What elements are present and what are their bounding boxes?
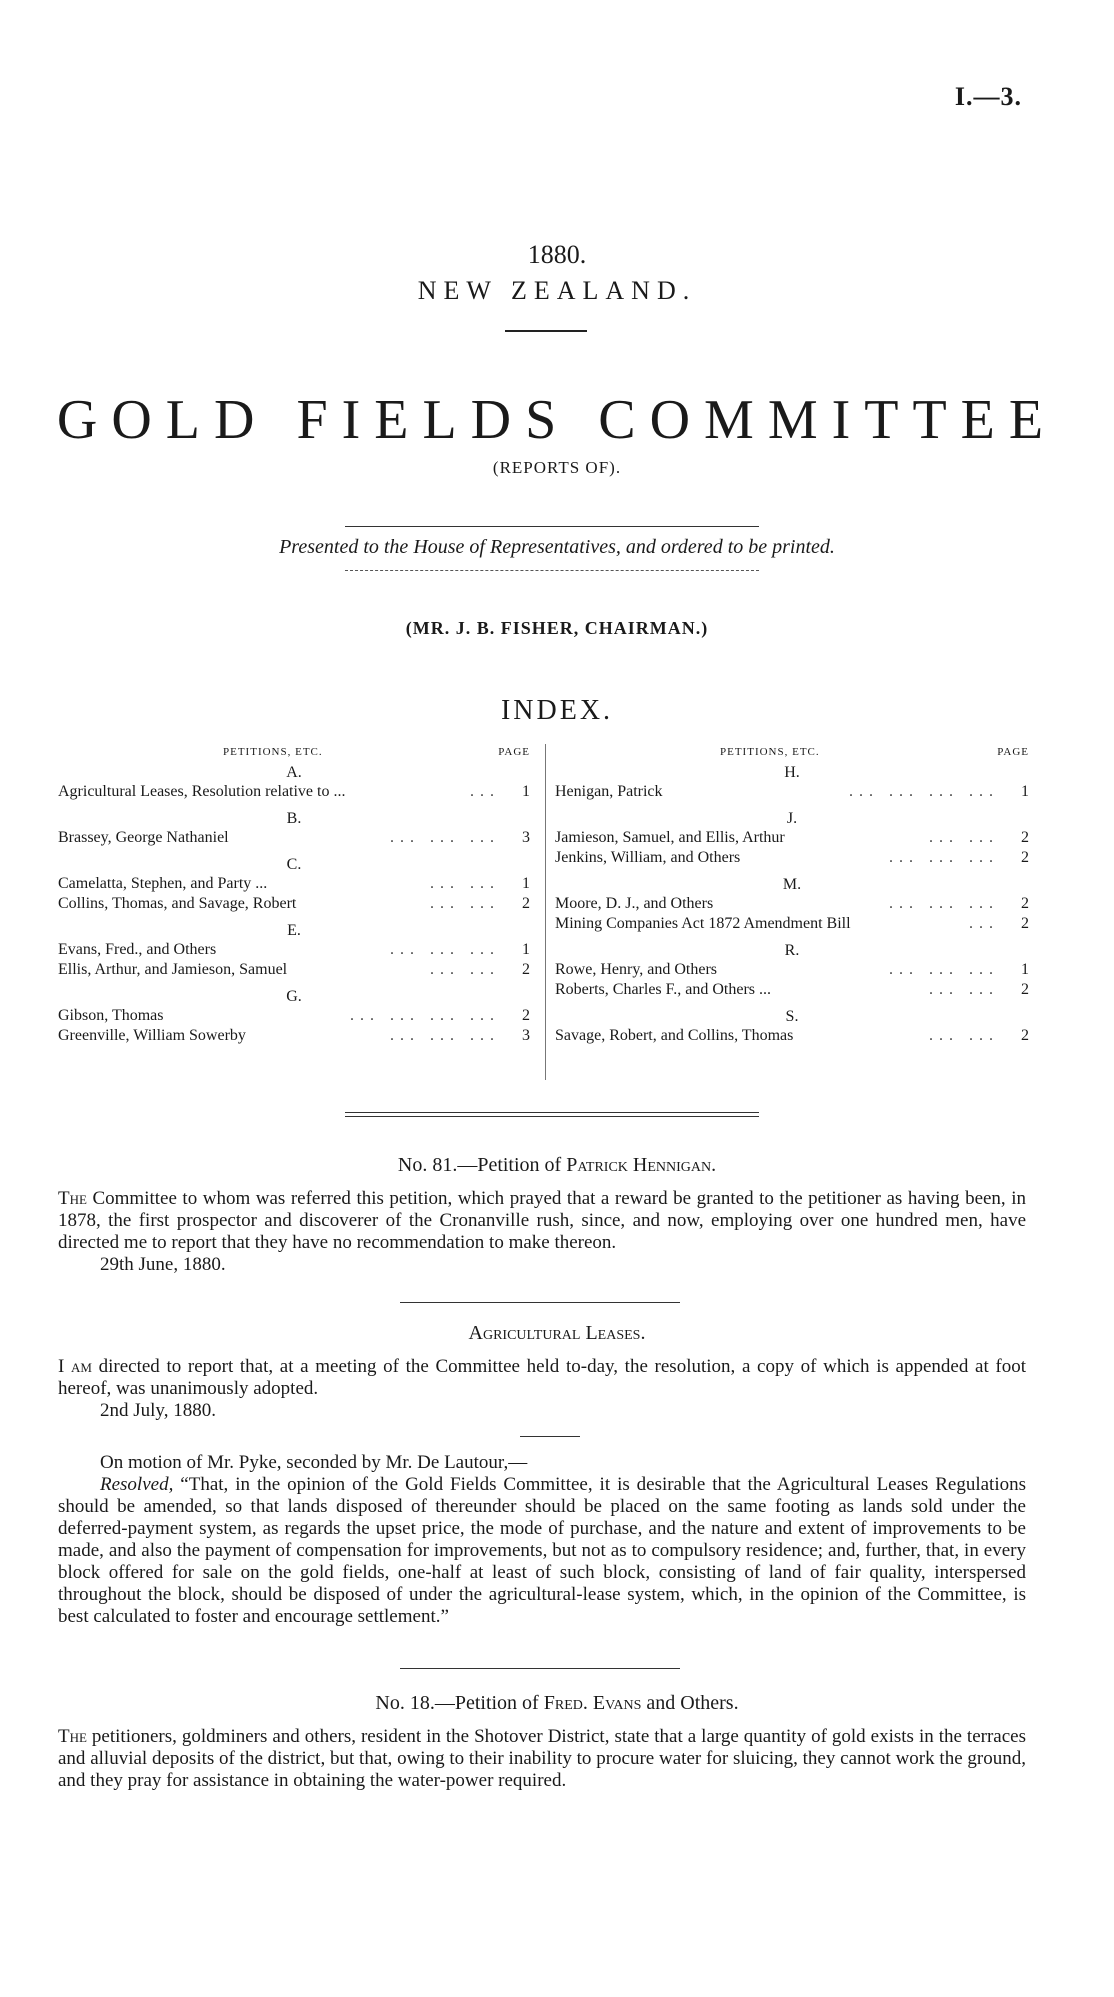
paragraph-body: directed to report that, at a meeting of the Committee held to-day, the resolution, a copy of which is appended at foot hereof, was unanimously adopted.	[58, 1356, 1026, 1399]
index-page-number: 1	[1021, 961, 1029, 978]
index-group	[555, 876, 1029, 934]
index-entry-name: Mining Companies Act 1872 Amendment Bill	[555, 915, 851, 932]
index-entry-name: Greenville, William Sowerby	[58, 1027, 246, 1044]
index-entry-name: Jamieson, Samuel, and Ellis, Arthur	[555, 829, 785, 846]
index-group	[555, 942, 1029, 1000]
index-row	[58, 828, 530, 848]
petitioner-name: Patrick Hennigan.	[566, 1154, 717, 1176]
index-letter: B.	[286, 810, 302, 827]
index-entry-name: Collins, Thomas, and Savage, Robert	[58, 895, 297, 912]
index-leader-dots: ... ...	[929, 981, 999, 998]
index-page-number: 2	[522, 1007, 530, 1024]
document-subtitle: (REPORTS OF).	[492, 458, 622, 477]
index-page-header: PAGE	[997, 746, 1029, 758]
index-page-number: 1	[522, 875, 530, 892]
index-group	[58, 988, 530, 1046]
index-row	[58, 960, 530, 980]
index-group	[58, 810, 530, 848]
paragraph-body: Committee to whom was referred this petition, which prayed that a reward be granted to the petitioner as having been, in 1878, the first prospector and discoverer of the Cronanville rush, since, and now, employing over one hundred men, have directed me to report that they have no recommendation to make thereon.	[58, 1188, 1026, 1253]
report-date: 29th June, 1880.	[100, 1254, 226, 1275]
index-row	[555, 960, 1029, 980]
index-page-number: 2	[522, 895, 530, 912]
evans-heading	[0, 1692, 1114, 1715]
index-leader-dots: ... ...	[430, 895, 500, 912]
chairman-line: (MR. J. B. FISHER, CHAIRMAN.)	[405, 618, 709, 638]
index-leader-dots: ... ... ...	[390, 941, 500, 958]
index-leader-dots: ... ... ...	[390, 829, 500, 846]
index-entry-name: Camelatta, Stephen, and Party ...	[58, 875, 268, 892]
index-row	[555, 782, 1029, 802]
petitioner-name: Fred. Evans	[543, 1692, 642, 1714]
index-letter: S.	[785, 1008, 799, 1025]
index-leader-dots: ... ... ... ...	[350, 1007, 500, 1024]
index-column-divider	[545, 744, 546, 1080]
index-leader-dots: ...	[969, 915, 999, 932]
index-entry-name: Agricultural Leases, Resolution relative to ...	[58, 783, 346, 800]
index-entry-name: Jenkins, William, and Others	[555, 849, 741, 866]
index-letter: A.	[286, 764, 302, 781]
index-group	[58, 856, 530, 914]
index-right-column	[555, 746, 1029, 1054]
index-group	[58, 764, 530, 802]
index-letter: G.	[286, 988, 302, 1005]
index-page-number: 2	[1021, 1027, 1029, 1044]
presented-line: Presented to the House of Representatives, and ordered to be printed.	[279, 536, 835, 558]
index-group	[555, 810, 1029, 868]
index-letter: M.	[782, 876, 802, 893]
index-page-number: 1	[1021, 783, 1029, 800]
index-entry-name: Rowe, Henry, and Others	[555, 961, 718, 978]
index-page-number: 3	[522, 829, 530, 846]
resolution-text: “That, in the opinion of the Gold Fields Committee, it is desirable that the Agricultural Leases Regulations should be amended, so that lands disposed of thereunder should be placed on the same footing as lands sold under the deferred-payment system, as regards the upset price, the mode of purchase, and the nature and extent of improvements to be made, and also the payment of compensation for improvements, but not as to compulsory residence; and, further, that, in every block offered for sale on the gold fields, one-half at least of such block, consisting of land of fair quality, interspersed throughout the block, should be disposed of under the agricultural-lease system, which, in the opinion of the Committee, is best calculated to foster and encourage settlement.”	[58, 1474, 1026, 1627]
index-page-number: 2	[1021, 895, 1029, 912]
index-page-number: 2	[522, 961, 530, 978]
hennigan-report	[58, 1188, 1026, 1276]
motion-line: On motion of Mr. Pyke, seconded by Mr. De Lautour,—	[100, 1452, 528, 1473]
paragraph-body: petitioners, goldminers and others, resident in the Shotover District, state that a large quantity of gold exists in the terraces and alluvial deposits of the district, but that, owing to their inability to procure water for sluicing, they cannot work the ground, and they pray for assistance in obtaining the water-power required.	[58, 1726, 1026, 1791]
header-divider	[505, 330, 587, 332]
index-column-header: PETITIONS, ETC.	[223, 746, 323, 758]
index-group	[555, 764, 1029, 802]
index-entry-name: Gibson, Thomas	[58, 1007, 164, 1024]
section-divider	[400, 1668, 680, 1669]
resolved-label: Resolved,	[100, 1474, 174, 1495]
index-group	[58, 922, 530, 980]
index-leader-dots: ... ...	[430, 875, 500, 892]
rule-below-presented	[345, 570, 759, 571]
paragraph-lead: The	[58, 1726, 87, 1747]
report-date: 2nd July, 1880.	[100, 1400, 216, 1421]
paragraph-lead: The	[58, 1188, 87, 1209]
agricultural-resolution	[58, 1452, 1026, 1628]
index-letter: C.	[286, 856, 302, 873]
index-entry-name: Henigan, Patrick	[555, 783, 663, 800]
evans-petition	[58, 1726, 1026, 1792]
heading-prefix: No. 81.—Petition of	[397, 1154, 567, 1176]
index-column-header: PETITIONS, ETC.	[720, 746, 820, 758]
index-row	[58, 874, 530, 894]
index-row	[555, 980, 1029, 1000]
index-leader-dots: ... ...	[929, 1027, 999, 1044]
index-letter: R.	[784, 942, 800, 959]
index-entry-name: Roberts, Charles F., and Others ...	[555, 981, 772, 998]
index-leader-dots: ... ... ...	[889, 961, 999, 978]
index-row	[58, 894, 530, 914]
index-leader-dots: ...	[470, 783, 500, 800]
index-entry-name: Ellis, Arthur, and Jamieson, Samuel	[58, 961, 288, 978]
page-reference: I.—3.	[954, 82, 1022, 111]
heading-suffix: and Others.	[641, 1692, 739, 1714]
index-page-number: 2	[1021, 829, 1029, 846]
index-leader-dots: ... ...	[430, 961, 500, 978]
index-page-header: PAGE	[498, 746, 530, 758]
hennigan-heading	[0, 1154, 1114, 1177]
index-leader-dots: ... ... ... ...	[849, 783, 999, 800]
index-row	[555, 828, 1029, 848]
section-divider	[400, 1302, 680, 1303]
index-page-number: 1	[522, 783, 530, 800]
index-row	[555, 848, 1029, 868]
index-end-rule	[345, 1112, 759, 1113]
index-leader-dots: ... ... ...	[889, 849, 999, 866]
paragraph-lead: I am	[58, 1356, 92, 1377]
index-row	[555, 1026, 1029, 1046]
agricultural-heading: Agricultural Leases.	[468, 1322, 646, 1344]
index-page-number: 2	[1021, 849, 1029, 866]
rule-above-presented	[345, 526, 759, 527]
index-leader-dots: ... ...	[929, 829, 999, 846]
index-row	[58, 940, 530, 960]
index-row	[58, 1026, 530, 1046]
index-page-number: 1	[522, 941, 530, 958]
country-heading: NEW ZEALAND.	[417, 276, 697, 305]
index-entry-name: Evans, Fred., and Others	[58, 941, 217, 958]
index-row	[555, 914, 1029, 934]
short-divider	[520, 1436, 580, 1437]
index-leader-dots: ... ... ...	[889, 895, 999, 912]
document-title: GOLD FIELDS COMMITTEE	[56, 389, 1058, 451]
index-left-column	[58, 746, 530, 1054]
index-row	[555, 894, 1029, 914]
index-page-number: 2	[1021, 981, 1029, 998]
index-page-number: 2	[1021, 915, 1029, 932]
index-end-rule-2	[345, 1116, 759, 1117]
index-entry-name: Moore, D. J., and Others	[555, 895, 714, 912]
index-leader-dots: ... ... ...	[390, 1027, 500, 1044]
agricultural-report	[58, 1356, 1026, 1422]
index-letter: H.	[784, 764, 800, 781]
index-letter: E.	[287, 922, 301, 939]
index-group	[555, 1008, 1029, 1046]
index-row	[58, 782, 530, 802]
index-letter: J.	[786, 810, 798, 827]
heading-prefix: No. 18.—Petition of	[375, 1692, 544, 1714]
document-year: 1880.	[527, 240, 587, 269]
index-page-number: 3	[522, 1027, 530, 1044]
index-title: INDEX.	[500, 695, 614, 726]
index-entry-name: Savage, Robert, and Collins, Thomas	[555, 1027, 794, 1044]
index-row	[58, 1006, 530, 1026]
index-entry-name: Brassey, George Nathaniel	[58, 829, 229, 846]
